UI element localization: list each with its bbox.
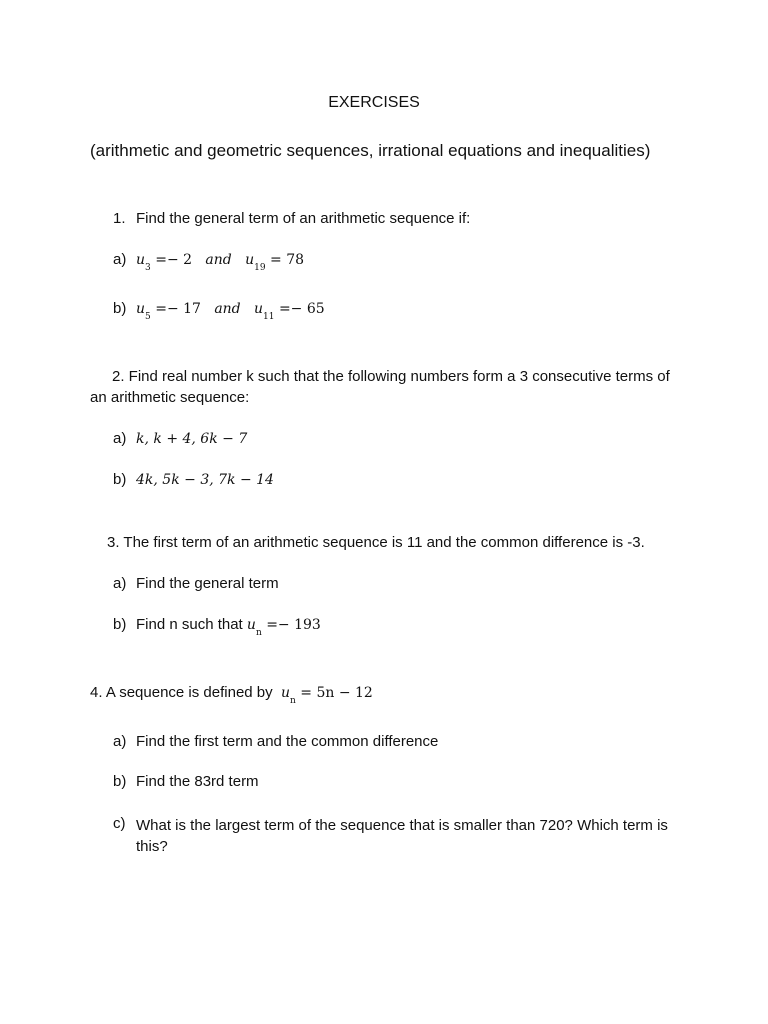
q1a-equation bbox=[136, 251, 304, 271]
q3a-marker: a) bbox=[113, 575, 127, 592]
q1a-rhs1: =− 2 bbox=[155, 252, 193, 268]
q1a-marker: a) bbox=[113, 251, 127, 268]
q4c-marker: c) bbox=[113, 815, 126, 832]
q4-sub: n bbox=[290, 696, 296, 706]
q1b-rhs1: =− 17 bbox=[155, 301, 201, 317]
q2a-marker: a) bbox=[113, 430, 127, 447]
q1b-sub2: 11 bbox=[263, 312, 275, 322]
q3b-u: u bbox=[246, 617, 256, 633]
q2b-expression: 4k, 5k − 3, 7k − 14 bbox=[136, 472, 274, 488]
q4-text bbox=[90, 684, 373, 704]
q4-rhs: = 5n − 12 bbox=[300, 685, 373, 701]
page-subtitle: (arithmetic and geometric sequences, irrational equations and inequalities) bbox=[90, 141, 651, 160]
q1a-sub1: 3 bbox=[145, 263, 151, 273]
q1-text: Find the general term of an arithmetic sequence if: bbox=[136, 210, 471, 227]
q1a-rhs2: = 78 bbox=[270, 252, 305, 268]
q3b-sub: n bbox=[255, 628, 262, 638]
q3b-label: Find n such that bbox=[136, 616, 243, 633]
q3b-equation bbox=[246, 617, 321, 638]
q1-number: 1. bbox=[113, 210, 126, 227]
q4a-marker: a) bbox=[113, 733, 127, 750]
q1a-u1: u bbox=[136, 252, 146, 268]
q4-equation bbox=[280, 685, 373, 706]
q1b-u2: u bbox=[254, 301, 264, 317]
q1b-and: and bbox=[214, 301, 241, 317]
q4a-text: Find the first term and the common difference bbox=[136, 733, 439, 750]
q1b-marker: b) bbox=[113, 300, 127, 317]
q4c-text: What is the largest term of the sequence that is smaller than 720? Which term is this? bbox=[136, 817, 668, 855]
q1b-rhs2: =− 65 bbox=[278, 301, 325, 317]
q2-text-line2: an arithmetic sequence: bbox=[90, 389, 250, 406]
q4b-marker: b) bbox=[113, 773, 127, 790]
q3b-marker: b) bbox=[113, 616, 127, 633]
q1b-sub1: 5 bbox=[145, 312, 151, 322]
q4b-text: Find the 83rd term bbox=[136, 773, 259, 790]
q3a-text: Find the general term bbox=[136, 575, 279, 592]
q1a-and: and bbox=[205, 252, 232, 268]
q2b-marker: b) bbox=[113, 471, 127, 488]
q2a-expression: k, k + 4, 6k − 7 bbox=[136, 431, 248, 447]
q2-text-line1: 2. Find real number k such that the following numbers form a 3 consecutive terms of bbox=[112, 368, 670, 385]
q4-label: 4. A sequence is defined by bbox=[90, 684, 273, 701]
q3b-rhs: =− 193 bbox=[266, 617, 321, 633]
q4-u: u bbox=[280, 685, 291, 701]
q1b-equation bbox=[136, 300, 325, 320]
page-title: EXERCISES bbox=[328, 94, 420, 111]
q1b-u1: u bbox=[136, 301, 146, 317]
q1a-u2: u bbox=[245, 252, 255, 268]
q3b-text bbox=[136, 616, 321, 636]
q1a-sub2: 19 bbox=[254, 263, 266, 273]
q3-text: 3. The first term of an arithmetic sequence is 11 and the common difference is -3. bbox=[107, 534, 645, 551]
